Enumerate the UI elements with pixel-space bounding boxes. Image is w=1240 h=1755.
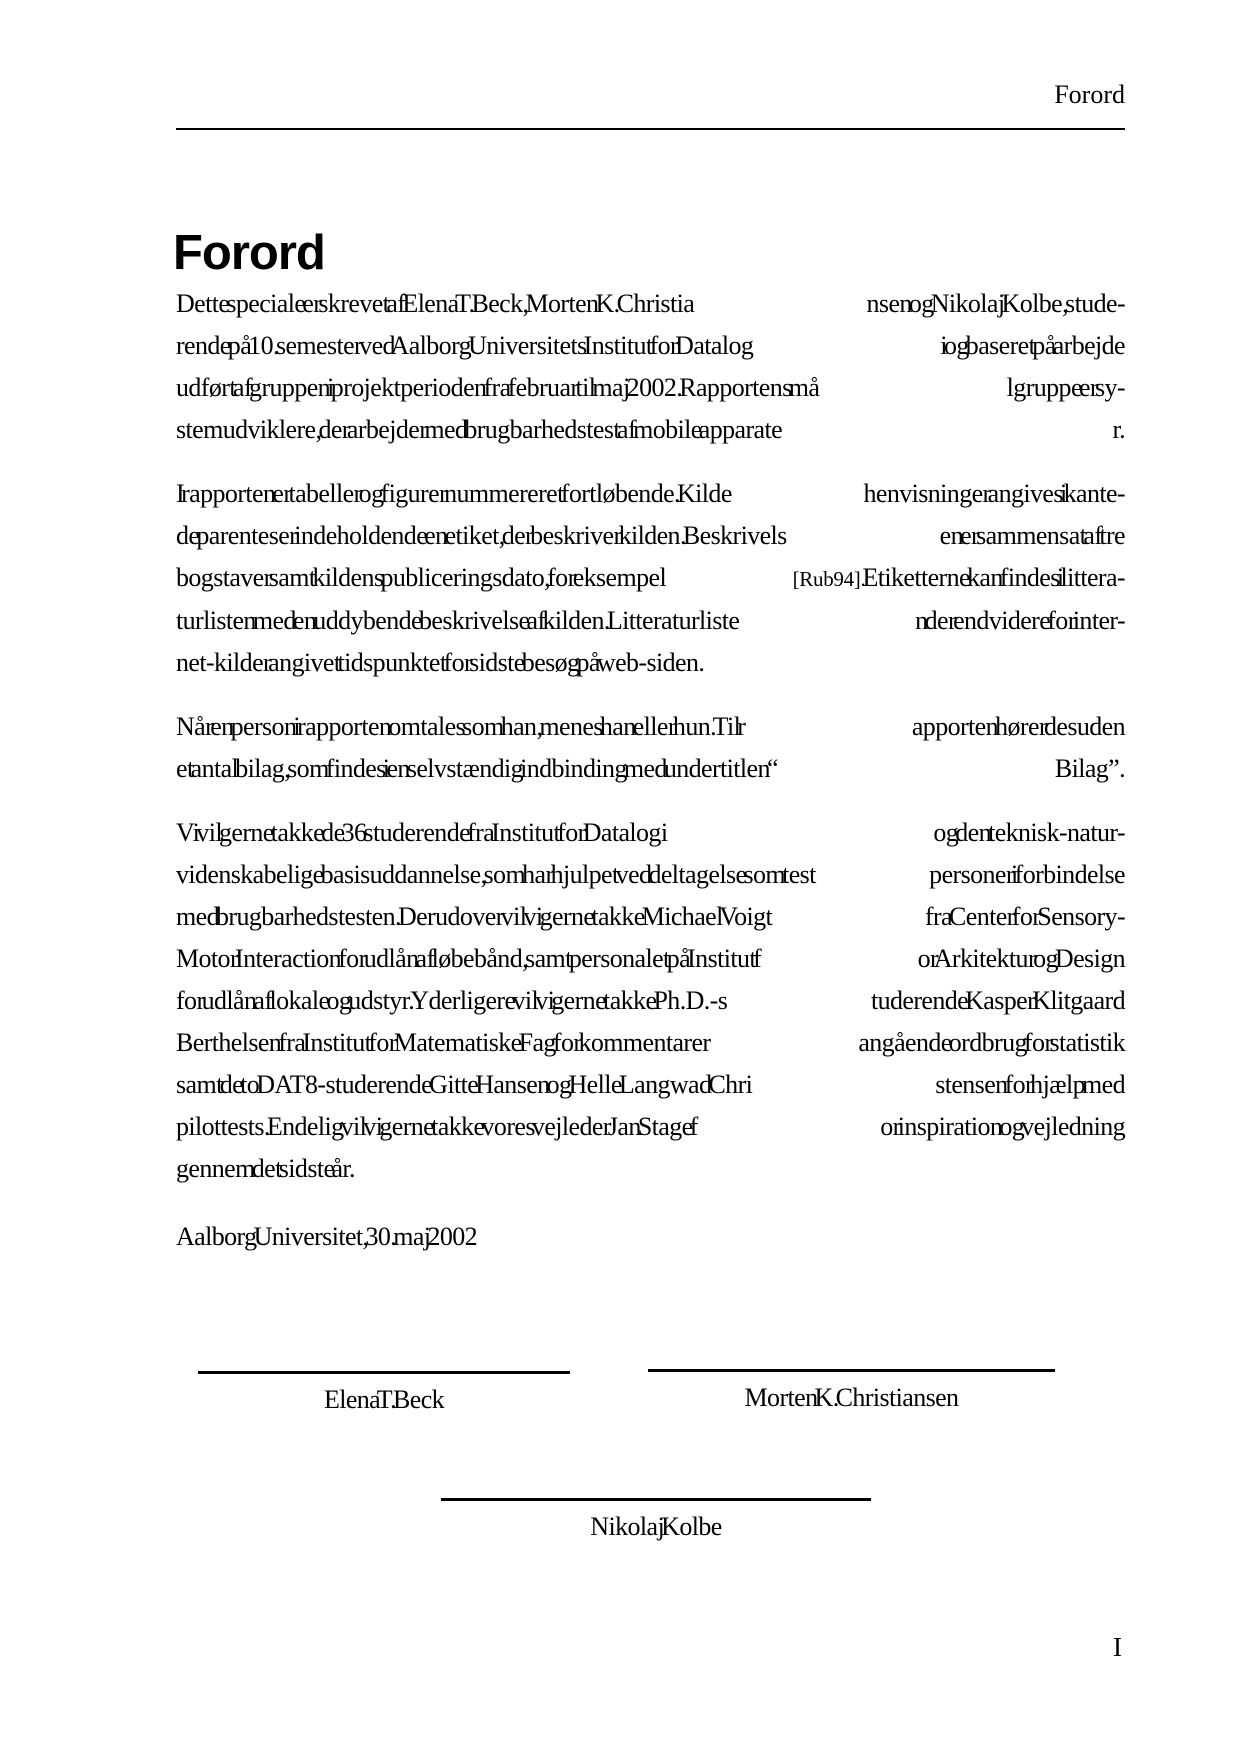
line-left-segment: udført af gruppen i projektperioden fra februar til maj 2002. Rapportens må — [176, 373, 820, 402]
line-right-segment: r. — [1112, 415, 1125, 444]
line-left-segment: med brugbarhedstesten. Derudover vil vi gerne takke Michael Voigt — [176, 902, 773, 931]
line-left-segment: Vi vil gerne takke de 36 studerende fra Institut for Datalogi — [176, 818, 668, 847]
signature-name: Elena T. Beck — [323, 1385, 445, 1414]
text-line — [176, 367, 1125, 409]
line-right-segment: i og baseret på arbejde — [940, 331, 1125, 360]
text-line — [176, 642, 1125, 684]
line-left-segment: gennem det sidste år. — [176, 1154, 355, 1183]
signature-name: Morten K. Christiansen — [744, 1383, 959, 1412]
line-left-segment: rende på 10. semester ved Aalborg Universitets Institut for Datalog — [176, 331, 754, 360]
line-left-segment: videnskabelige basisuddannelse, som har hjulpet ved deltagelse som test — [176, 860, 816, 889]
paragraphs-container — [176, 283, 1125, 1190]
text-line — [176, 1106, 1125, 1148]
place-date-line: Aalborg Universitet, 30. maj 2002 — [176, 1222, 478, 1251]
line-left-segment: bogstaver samt kildens publiceringsdato, for eksempel — [176, 563, 667, 592]
text-line — [176, 600, 1125, 642]
text-line — [176, 896, 1125, 938]
line-left-segment: turlisten med en uddybende beskrivelse af kilden. Litteraturliste — [176, 606, 740, 635]
line-right-segment: Bilag”. — [1054, 754, 1125, 783]
text-line — [176, 812, 1125, 854]
line-right-segment: en er sammensat af tre — [939, 521, 1125, 550]
text-line — [176, 325, 1125, 367]
text-line — [176, 854, 1125, 896]
text-line — [176, 938, 1125, 980]
paragraph — [176, 706, 1125, 790]
line-left-segment: I rapporten er tabeller og figurer nummereret fortløbende. Kilde — [176, 479, 732, 508]
header-rule — [176, 128, 1125, 130]
line-right-segment: nsen og Nikolaj Kolbe, stude- — [866, 289, 1125, 318]
line-left-segment: Berthelsen fra Institut for Matematiske Fag for kommentarer — [176, 1028, 711, 1057]
signature-block-morten — [648, 1369, 1055, 1413]
line-left-segment: pilottests. Endelig vil vi gerne takke vores vejleder Jan Stage f — [176, 1112, 698, 1141]
text-line — [176, 980, 1125, 1022]
line-right-segment: fra Center for Sensory- — [924, 902, 1125, 931]
paragraph — [176, 473, 1125, 684]
page-title: Forord — [173, 225, 325, 280]
signature-block-nikolaj — [441, 1498, 871, 1542]
text-line — [176, 409, 1125, 451]
line-left-segment: Motor Interaction for udlån af løbebånd, samt personalet på Institut f — [176, 944, 762, 973]
citation-label: [Rub94]. — [792, 567, 866, 591]
line-right-segment: n der endvidere for inter- — [915, 606, 1125, 635]
line-right-segment: angående ordbrug for statistik — [858, 1028, 1125, 1057]
signature-name: Nikolaj Kolbe — [590, 1512, 722, 1541]
text-line — [176, 706, 1125, 748]
line-right-segment: henvisninger angives i kante- — [863, 479, 1125, 508]
text-line — [176, 515, 1125, 557]
page-number: I — [1113, 1632, 1122, 1662]
line-right-segment: personer i forbindelse — [929, 860, 1125, 889]
text-line — [176, 1064, 1125, 1106]
line-left-segment: et antal bilag, som findes i en selvstændig indbinding med undertitlen “ — [176, 754, 778, 783]
line-right-segment: apporten hører desuden — [911, 712, 1125, 741]
line-right-segment: tuderende Kasper Klitgaard — [870, 986, 1125, 1015]
text-line — [176, 1022, 1125, 1064]
text-line — [176, 473, 1125, 515]
line-right-segment: [Rub94]. Etiketterne kan findes i littera- — [792, 563, 1125, 592]
preface-body — [176, 283, 1125, 1258]
line-left-segment: de parenteser indeholdende en etiket, der beskriver kilden. Beskrivels — [176, 521, 787, 550]
text-line — [176, 557, 1125, 600]
paragraph — [176, 283, 1125, 451]
line-left-segment: Når en person i rapporten omtales som han, menes han eller hun. Til r — [176, 712, 746, 741]
running-header: Forord — [1054, 80, 1125, 109]
line-right-segment: stensen for hjælp med — [935, 1070, 1125, 1099]
paragraph — [176, 812, 1125, 1190]
line-left-segment: for udlån af lokale og udstyr. Yderligere vil vi gerne takke Ph.D.-s — [176, 986, 728, 1015]
line-right-segment: or inspiration og vejledning — [880, 1112, 1125, 1141]
line-right-segment: lgruppe er sy- — [1006, 373, 1125, 402]
line-left-segment: samt de to DAT8-studerende Gitte Hansen og Helle Langwad Chri — [176, 1070, 753, 1099]
text-line — [176, 748, 1125, 790]
text-line — [176, 1148, 1125, 1190]
line-left-segment: net-kilder angivet tidspunktet for sidste besøg på web-siden. — [176, 648, 705, 677]
signature-block-elena — [198, 1371, 570, 1415]
line-right-segment: or Arkitektur og Design — [917, 944, 1125, 973]
line-left-segment: stemudviklere, der arbejder med brugbarhedstest af mobile apparate — [176, 415, 783, 444]
text-line — [176, 283, 1125, 325]
line-right-segment: og den teknisk-natur- — [933, 818, 1125, 847]
line-left-segment: Dette speciale er skrevet af Elena T. Beck, Morten K. Christia — [176, 289, 695, 318]
